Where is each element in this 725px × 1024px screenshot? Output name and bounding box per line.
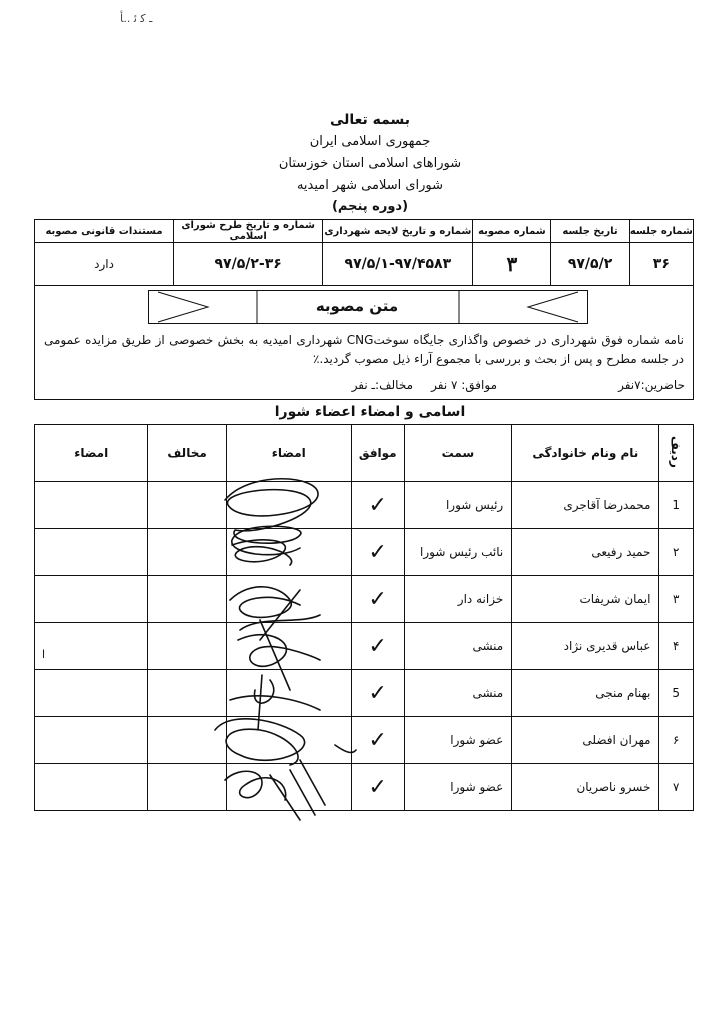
legal-documents: دارد	[35, 243, 174, 286]
municipal-bill: ۹۷/۵/۱-۹۷/۴۵۸۳	[323, 243, 473, 286]
member-name: مهران افضلی	[512, 717, 659, 764]
session-number: ۳۶	[629, 243, 693, 286]
signature-cell	[226, 717, 351, 764]
table-row	[35, 623, 694, 670]
signature-cell	[226, 623, 351, 670]
row-number: 5	[659, 670, 694, 717]
agree-count: موافق: ۷ نفر	[431, 378, 497, 392]
session-date-header: تاریخ جلسه	[551, 220, 629, 243]
agree-mark: ✓	[351, 670, 404, 717]
oppose-cell	[148, 764, 226, 811]
oppose-cell	[148, 717, 226, 764]
oppose-header: مخالف	[148, 425, 226, 482]
member-name: خسرو ناصریان	[512, 764, 659, 811]
signature-cell	[226, 576, 351, 623]
member-name: ایمان شریفات	[512, 576, 659, 623]
radif-header: ردیف	[659, 425, 694, 482]
provincial-council: شوراهای اسلامی استان خوزستان	[278, 156, 462, 171]
row-number: 1	[659, 482, 694, 529]
member-role: عضو شورا	[404, 764, 512, 811]
oppose-cell	[148, 670, 226, 717]
council-plan-header: شماره و تاریخ طرح شورای اسلامی	[174, 220, 323, 243]
oppose-signature-cell	[35, 764, 148, 811]
oppose-signature-cell	[35, 717, 148, 764]
member-role: منشی	[404, 623, 512, 670]
signature-cell	[226, 529, 351, 576]
member-name: عباس قدیری نژاد	[512, 623, 659, 670]
members-table	[34, 424, 694, 811]
oppose-signature-cell	[35, 623, 148, 670]
members-section-title: اسامی و امضاء اعضاء شورا	[274, 404, 466, 420]
signature-cell	[226, 670, 351, 717]
resolution-number: ۳	[473, 243, 551, 286]
oppose-cell	[148, 482, 226, 529]
oppose-signature-cell	[35, 529, 148, 576]
resolution-text: نامه شماره فوق شهرداری در خصوص واگذاری جایگاه سوختCNG شهرداری امیدیه به بخش خصوصی از طریق مزایده عمومی در جلسه مطرح و پس از بحث و بررسی با مجموع آراء ذیل مصوب گردید.٪	[44, 333, 684, 366]
session-date: ۹۷/۵/۲	[551, 243, 629, 286]
oppose-cell	[148, 576, 226, 623]
row-number: ۷	[659, 764, 694, 811]
present-count: حاضرین:۷نفر	[618, 378, 685, 392]
oppose-signature-cell	[35, 670, 148, 717]
table-row	[35, 717, 694, 764]
agree-signature-header: امضاء	[226, 425, 351, 482]
row-number: ۲	[659, 529, 694, 576]
agree-mark: ✓	[351, 576, 404, 623]
member-role: نائب رئیس شورا	[404, 529, 512, 576]
agree-mark: ✓	[351, 764, 404, 811]
agree-mark: ✓	[351, 623, 404, 670]
table-row	[35, 482, 694, 529]
member-role: عضو شورا	[404, 717, 512, 764]
row-number: ۶	[659, 717, 694, 764]
legal-documents-header: مستندات قانونی مصوبه	[35, 220, 174, 243]
resolution-number-header: شماره مصوبه	[473, 220, 551, 243]
agree-mark: ✓	[351, 717, 404, 764]
oppose-signature-cell	[35, 482, 148, 529]
signature-cell	[226, 764, 351, 811]
council-term: (دوره پنجم)	[331, 199, 409, 214]
scan-marks: ـ ﮐ ﺋ ..ﺄ	[120, 12, 153, 25]
oppose-cell	[148, 623, 226, 670]
table-row	[35, 670, 694, 717]
member-name: حمید رفیعی	[512, 529, 659, 576]
resolution-title: متن مصوبه	[315, 297, 399, 315]
agree-mark: ✓	[351, 482, 404, 529]
oppose-cell	[148, 529, 226, 576]
member-role: رئیس شورا	[404, 482, 512, 529]
member-role: منشی	[404, 670, 512, 717]
agree-header: موافق	[351, 425, 404, 482]
margin-mark: ا	[42, 648, 46, 661]
council-plan: ۹۷/۵/۲-۳۶	[174, 243, 323, 286]
member-role: خزانه دار	[404, 576, 512, 623]
role-header: سمت	[404, 425, 512, 482]
agree-mark: ✓	[351, 529, 404, 576]
session-number-header: شماره جلسه	[629, 220, 693, 243]
table-row	[35, 576, 694, 623]
row-number: ۴	[659, 623, 694, 670]
city-council: شورای اسلامی شهر امیدیه	[296, 178, 444, 193]
oppose-signature-cell	[35, 576, 148, 623]
session-info-table	[34, 219, 694, 286]
municipal-bill-header: شماره و تاریخ لایحه شهرداری	[323, 220, 473, 243]
table-row	[35, 764, 694, 811]
row-number: ۳	[659, 576, 694, 623]
member-name: محمدرضا آقاجری	[512, 482, 659, 529]
oppose-count: مخالف:ـ نفر	[351, 378, 413, 392]
country-name: جمهوری اسلامی ایران	[309, 134, 431, 149]
table-row	[35, 529, 694, 576]
oppose-signature-header: امضاء	[35, 425, 148, 482]
name-header: نام ونام خانوادگی	[512, 425, 659, 482]
basmala: بسمه تعالی	[329, 112, 411, 128]
signature-cell	[226, 482, 351, 529]
member-name: بهنام منجی	[512, 670, 659, 717]
